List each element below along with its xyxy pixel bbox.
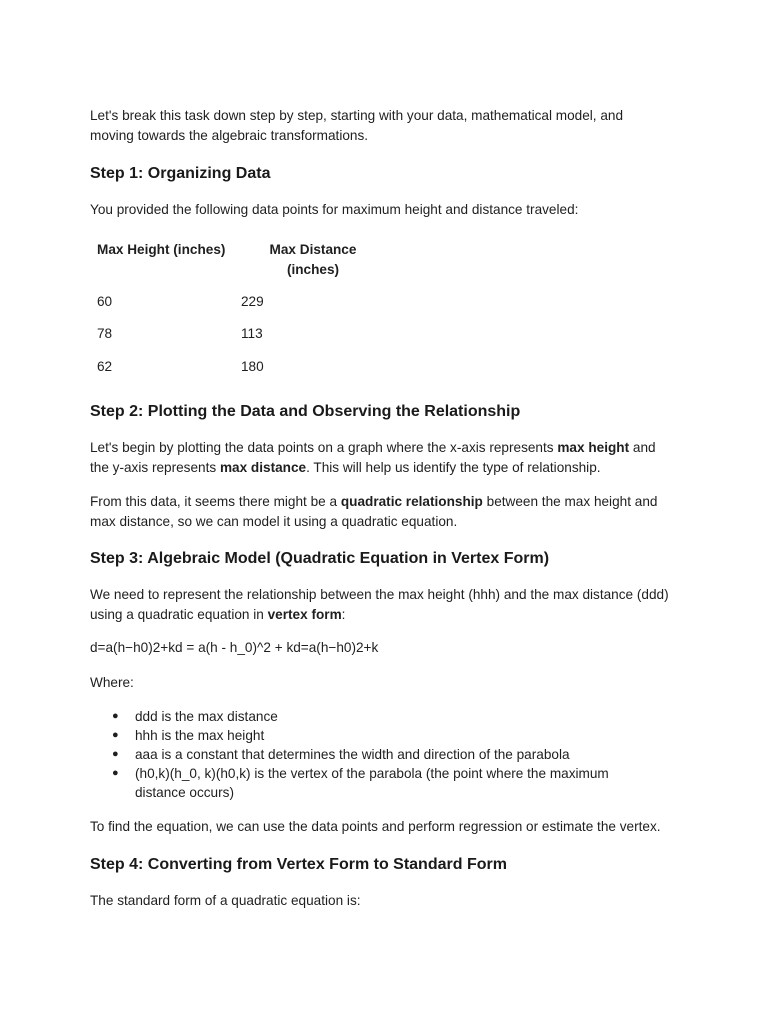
list-item-text: aaa is a constant that determines the width and direction of the parabola <box>135 747 570 762</box>
step2-p1-bold-max-height: max height <box>557 440 630 455</box>
list-item <box>90 726 690 745</box>
step4-heading: Step 4: Converting from Vertex Form to Standard Form <box>90 856 507 873</box>
list-item-text: (h0,k)(h_0, k)(h0,k) is the vertex of the parabola (the point where the maximum distance occurs) <box>135 766 609 800</box>
table-cell-distance: 180 <box>241 359 264 374</box>
step2-paragraph-2 <box>90 492 690 531</box>
step3-heading: Step 3: Algebraic Model (Quadratic Equation in Vertex Form) <box>90 550 550 567</box>
step1-text: You provided the following data points for maximum height and distance traveled: <box>90 202 579 217</box>
step2-p1-text: and <box>629 440 656 455</box>
step3-p1-text: using a quadratic equation in <box>90 606 268 622</box>
list-item-text: hhh is the max height <box>135 728 265 743</box>
step2-heading: Step 2: Plotting the Data and Observing the Relationship <box>90 403 521 420</box>
intro-line-2: moving towards the algebraic transformations. <box>90 127 369 143</box>
table-cell-height: 62 <box>97 359 113 374</box>
list-item <box>90 707 690 726</box>
where-label: Where: <box>90 675 134 690</box>
step1-heading: Step 1: Organizing Data <box>90 165 271 182</box>
step2-p1-text: the y-axis represents <box>90 459 220 475</box>
step2-p1-text: Let's begin by plotting the data points on a graph where the x-axis represents <box>90 440 558 455</box>
table-header-max-distance-line-1: Max Distance <box>269 242 357 257</box>
bullet-icon: ● <box>112 767 119 779</box>
step2-p2-text: max distance, so we can model it using a quadratic equation. <box>90 513 458 529</box>
step2-p2-text: between the max height and <box>482 494 658 509</box>
table-cell-height: 78 <box>97 326 113 341</box>
step3-paragraph-1 <box>90 585 690 624</box>
list-item-text: ddd is the max distance <box>135 709 278 724</box>
step2-paragraph-1 <box>90 438 690 477</box>
bullet-icon: ● <box>112 710 119 722</box>
list-item <box>90 764 655 802</box>
bullet-icon: ● <box>112 748 119 760</box>
step3-p1-text: : <box>341 606 346 622</box>
list-item <box>90 745 690 764</box>
intro-line-1: Let's break this task down step by step, starting with your data, mathematical model, and <box>90 108 624 123</box>
step2-p1-text: . This will help us identify the type of relationship. <box>306 459 601 475</box>
table-header-max-height: Max Height (inches) <box>97 242 226 257</box>
step3-closing: To find the equation, we can use the data points and perform regression or estimate the vertex. <box>90 819 661 834</box>
step4-text: The standard form of a quadratic equation is: <box>90 893 361 908</box>
table-cell-distance: 113 <box>241 326 263 341</box>
step2-p2-text: From this data, it seems there might be a <box>90 494 341 509</box>
vertex-form-equation: d=a(h−h0)2+kd = a(h - h_0)^2 + kd=a(h−h0)2+k <box>90 640 379 655</box>
definitions-list <box>90 707 690 802</box>
step3-p1-text: We need to represent the relationship between the max height (hhh) and the max distance (ddd) <box>90 587 669 602</box>
intro-paragraph <box>90 106 690 145</box>
table-cell-height: 60 <box>97 294 113 309</box>
table-header-max-distance-line-2: (inches) <box>286 262 340 277</box>
bullet-icon: ● <box>112 729 119 741</box>
table-cell-distance: 229 <box>241 294 264 309</box>
step3-p1-bold-vertex-form: vertex form <box>267 606 342 622</box>
step2-p1-bold-max-distance: max distance <box>219 459 307 475</box>
step2-p2-bold-quadratic: quadratic relationship <box>340 494 483 509</box>
table-header-max-distance <box>262 240 364 280</box>
